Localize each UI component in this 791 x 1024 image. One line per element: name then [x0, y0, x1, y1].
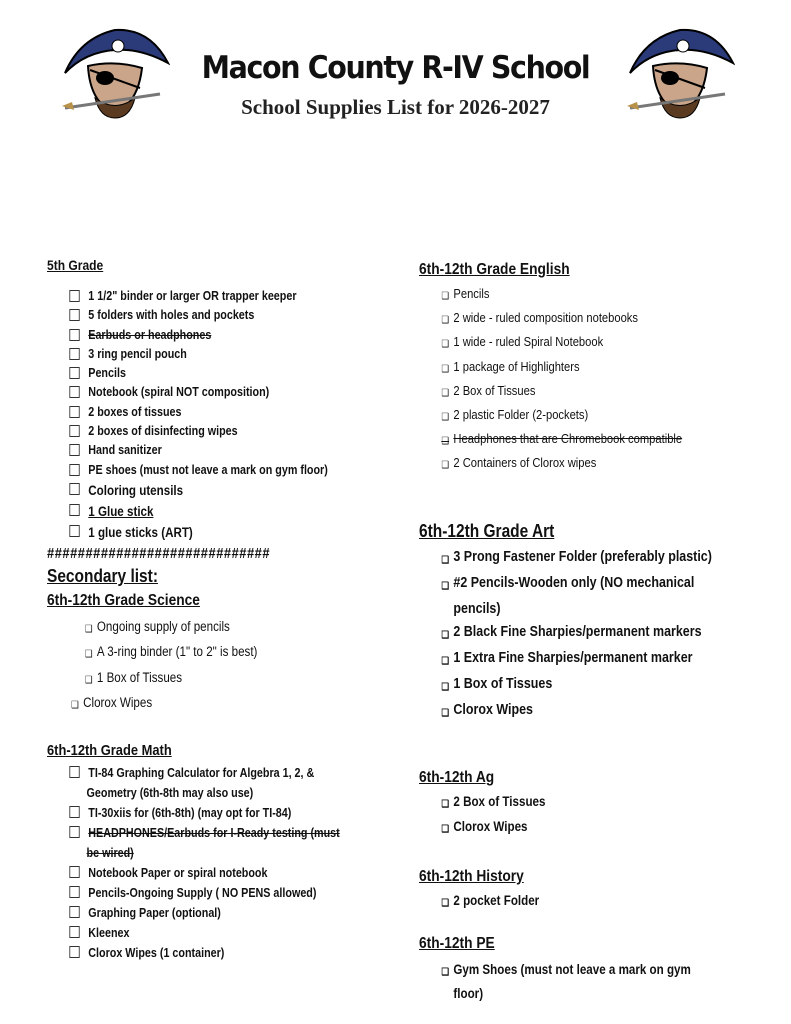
checkbox-icon [69, 926, 79, 938]
history-heading: 6th-12th History [419, 867, 524, 885]
bullet-icon: ❑ [441, 315, 450, 327]
checkbox-icon [69, 329, 79, 341]
bullet-icon: ❑ [441, 436, 450, 448]
list-item: 1 1/2" binder or larger OR trapper keeper [69, 287, 373, 306]
list-item: ❑ 1 Box of Tissues [85, 667, 374, 693]
list-item: 2 boxes of disinfecting wipes [69, 422, 373, 441]
bullet-icon: ❑ [441, 387, 450, 399]
english-heading: 6th-12th Grade English [419, 261, 570, 278]
list-item: ❑ 1 package of Highlighters [441, 356, 728, 380]
math-list [69, 763, 373, 963]
bullet-icon: ❑ [441, 629, 450, 641]
bullet-icon: ❑ [441, 707, 450, 719]
list-item: HEADPHONES/Earbuds for I-Ready testing (must [69, 823, 373, 843]
list-item: TI-84 Graphing Calculator for Algebra 1, 2, & [69, 763, 373, 783]
bullet-icon: ❑ [441, 681, 450, 693]
list-item: ❑ 2 Box of Tissues [441, 791, 728, 817]
science-list [47, 616, 374, 718]
bullet-icon: ❑ [441, 580, 450, 592]
list-item: ❑ Gym Shoes (must not leave a mark on gym [441, 959, 728, 983]
list-item: ❑ Pencils [441, 283, 728, 307]
bullet-icon: ❑ [441, 363, 450, 375]
list-item: ❑ 2 wide - ruled composition notebooks [441, 307, 728, 331]
list-item: ❑ Clorox Wipes [441, 699, 728, 725]
list-item: ❑ #2 Pencils-Wooden only (NO mechanical [441, 572, 728, 598]
left-column [47, 257, 374, 963]
list-item: PE shoes (must not leave a mark on gym floor) [69, 461, 373, 480]
page-title: Macon County R-IV School [201, 50, 590, 86]
list-item: pencils) [453, 600, 501, 617]
checkbox-icon [69, 504, 79, 516]
list-item: be wired) [86, 845, 134, 860]
checkbox-icon [69, 290, 79, 302]
list-item: Graphing Paper (optional) [69, 903, 373, 923]
grade5-heading: 5th Grade [47, 257, 104, 273]
list-item: Clorox Wipes (1 container) [69, 943, 373, 963]
math-heading: 6th-12th Grade Math [47, 741, 172, 759]
checkbox-icon [69, 425, 79, 437]
checkbox-icon [69, 386, 79, 398]
checkbox-icon [69, 826, 79, 838]
list-item: Earbuds or headphones [69, 326, 373, 345]
pe-list [441, 959, 728, 1004]
checkbox-icon [69, 886, 79, 898]
separator: ############################# [47, 544, 271, 562]
art-list [441, 546, 728, 725]
pe-heading: 6th-12th PE [419, 934, 495, 952]
bullet-icon: ❑ [441, 798, 450, 810]
list-item: ❑ 2 Box of Tissues [441, 380, 728, 404]
bullet-icon: ❑ [441, 655, 450, 667]
list-item: ❑ 2 plastic Folder (2-pockets) [441, 404, 728, 428]
checkbox-icon [69, 483, 79, 495]
english-list [441, 283, 728, 477]
checkbox-icon [69, 309, 79, 321]
bullet-icon: ❑ [441, 339, 450, 351]
bullet-icon: ❑ [441, 412, 450, 424]
science-heading: 6th-12th Grade Science [47, 591, 200, 609]
art-heading: 6th-12th Grade Art [419, 520, 555, 541]
list-item: ❑ 2 Containers of Clorox wipes [441, 452, 728, 476]
list-item: ❑ 1 Box of Tissues [441, 673, 728, 699]
ag-heading: 6th-12th Ag [419, 768, 495, 786]
list-item: floor) [453, 985, 484, 1001]
checkbox-icon [69, 766, 79, 778]
list-item: Hand sanitizer [69, 441, 373, 460]
bullet-icon: ❑ [441, 291, 450, 302]
ag-list [441, 791, 728, 842]
right-column [419, 261, 729, 1004]
bullet-icon: ❑ [84, 649, 93, 661]
list-item: 2 boxes of tissues [69, 403, 373, 422]
list-item: 3 ring pencil pouch [69, 345, 373, 364]
list-item: Pencils [69, 364, 373, 383]
history-list [441, 890, 728, 915]
checkbox-icon [69, 406, 79, 418]
bullet-icon: ❑ [441, 966, 450, 978]
list-item: ❑ 1 Extra Fine Sharpies/permanent marker [441, 647, 728, 673]
list-item: 1 Glue stick [69, 501, 373, 522]
bullet-icon: ❑ [441, 824, 450, 836]
list-item: Notebook Paper or spiral notebook [69, 863, 373, 883]
checkbox-icon [69, 525, 79, 537]
list-item: Notebook (spiral NOT composition) [69, 383, 373, 402]
list-item: ❑ Clorox Wipes [71, 692, 374, 718]
checkbox-icon [69, 806, 79, 818]
list-item: ❑ Clorox Wipes [441, 816, 728, 842]
grade5-list [69, 287, 373, 543]
list-item: 1 glue sticks (ART) [69, 522, 373, 543]
bullet-icon: ❑ [441, 554, 450, 566]
bullet-icon: ❑ [84, 674, 93, 686]
checkbox-icon [69, 866, 79, 878]
checkbox-icon [69, 906, 79, 918]
checkbox-icon [69, 444, 79, 456]
list-item: ❑ 2 pocket Folder [441, 890, 728, 915]
bullet-icon: ❑ [441, 460, 450, 472]
checkbox-icon [69, 946, 79, 958]
list-item: Geometry (6th-8th may also use) [86, 785, 254, 800]
list-item: ❑ 1 wide - ruled Spiral Notebook [441, 331, 728, 355]
list-item: 5 folders with holes and pockets [69, 306, 373, 325]
list-item: ❑ Headphones that are Chromebook compatible [441, 428, 728, 452]
list-item: Kleenex [69, 923, 373, 943]
checkbox-icon [69, 348, 79, 360]
list-item: ❑ 3 Prong Fastener Folder (preferably plastic) [441, 546, 728, 572]
checkbox-icon [69, 367, 79, 379]
bullet-icon: ❑ [84, 623, 93, 635]
list-item: ❑ 2 Black Fine Sharpies/permanent markers [441, 621, 728, 647]
list-item: ❑ A 3-ring binder (1" to 2" is best) [85, 641, 374, 667]
list-item: Coloring utensils [69, 480, 373, 501]
list-item: TI-30xiis for (6th-8th) (may opt for TI-84) [69, 803, 373, 823]
list-item: ❑ Ongoing supply of pencils [85, 616, 374, 642]
secondary-heading: Secondary list: [47, 565, 158, 586]
bullet-icon: ❑ [441, 897, 450, 909]
checkbox-icon [69, 464, 79, 476]
bullet-icon: ❑ [71, 700, 79, 712]
page-subtitle: School Supplies List for 2026-2027 [241, 95, 550, 119]
list-item: Pencils-Ongoing Supply ( NO PENS allowed) [69, 883, 373, 903]
